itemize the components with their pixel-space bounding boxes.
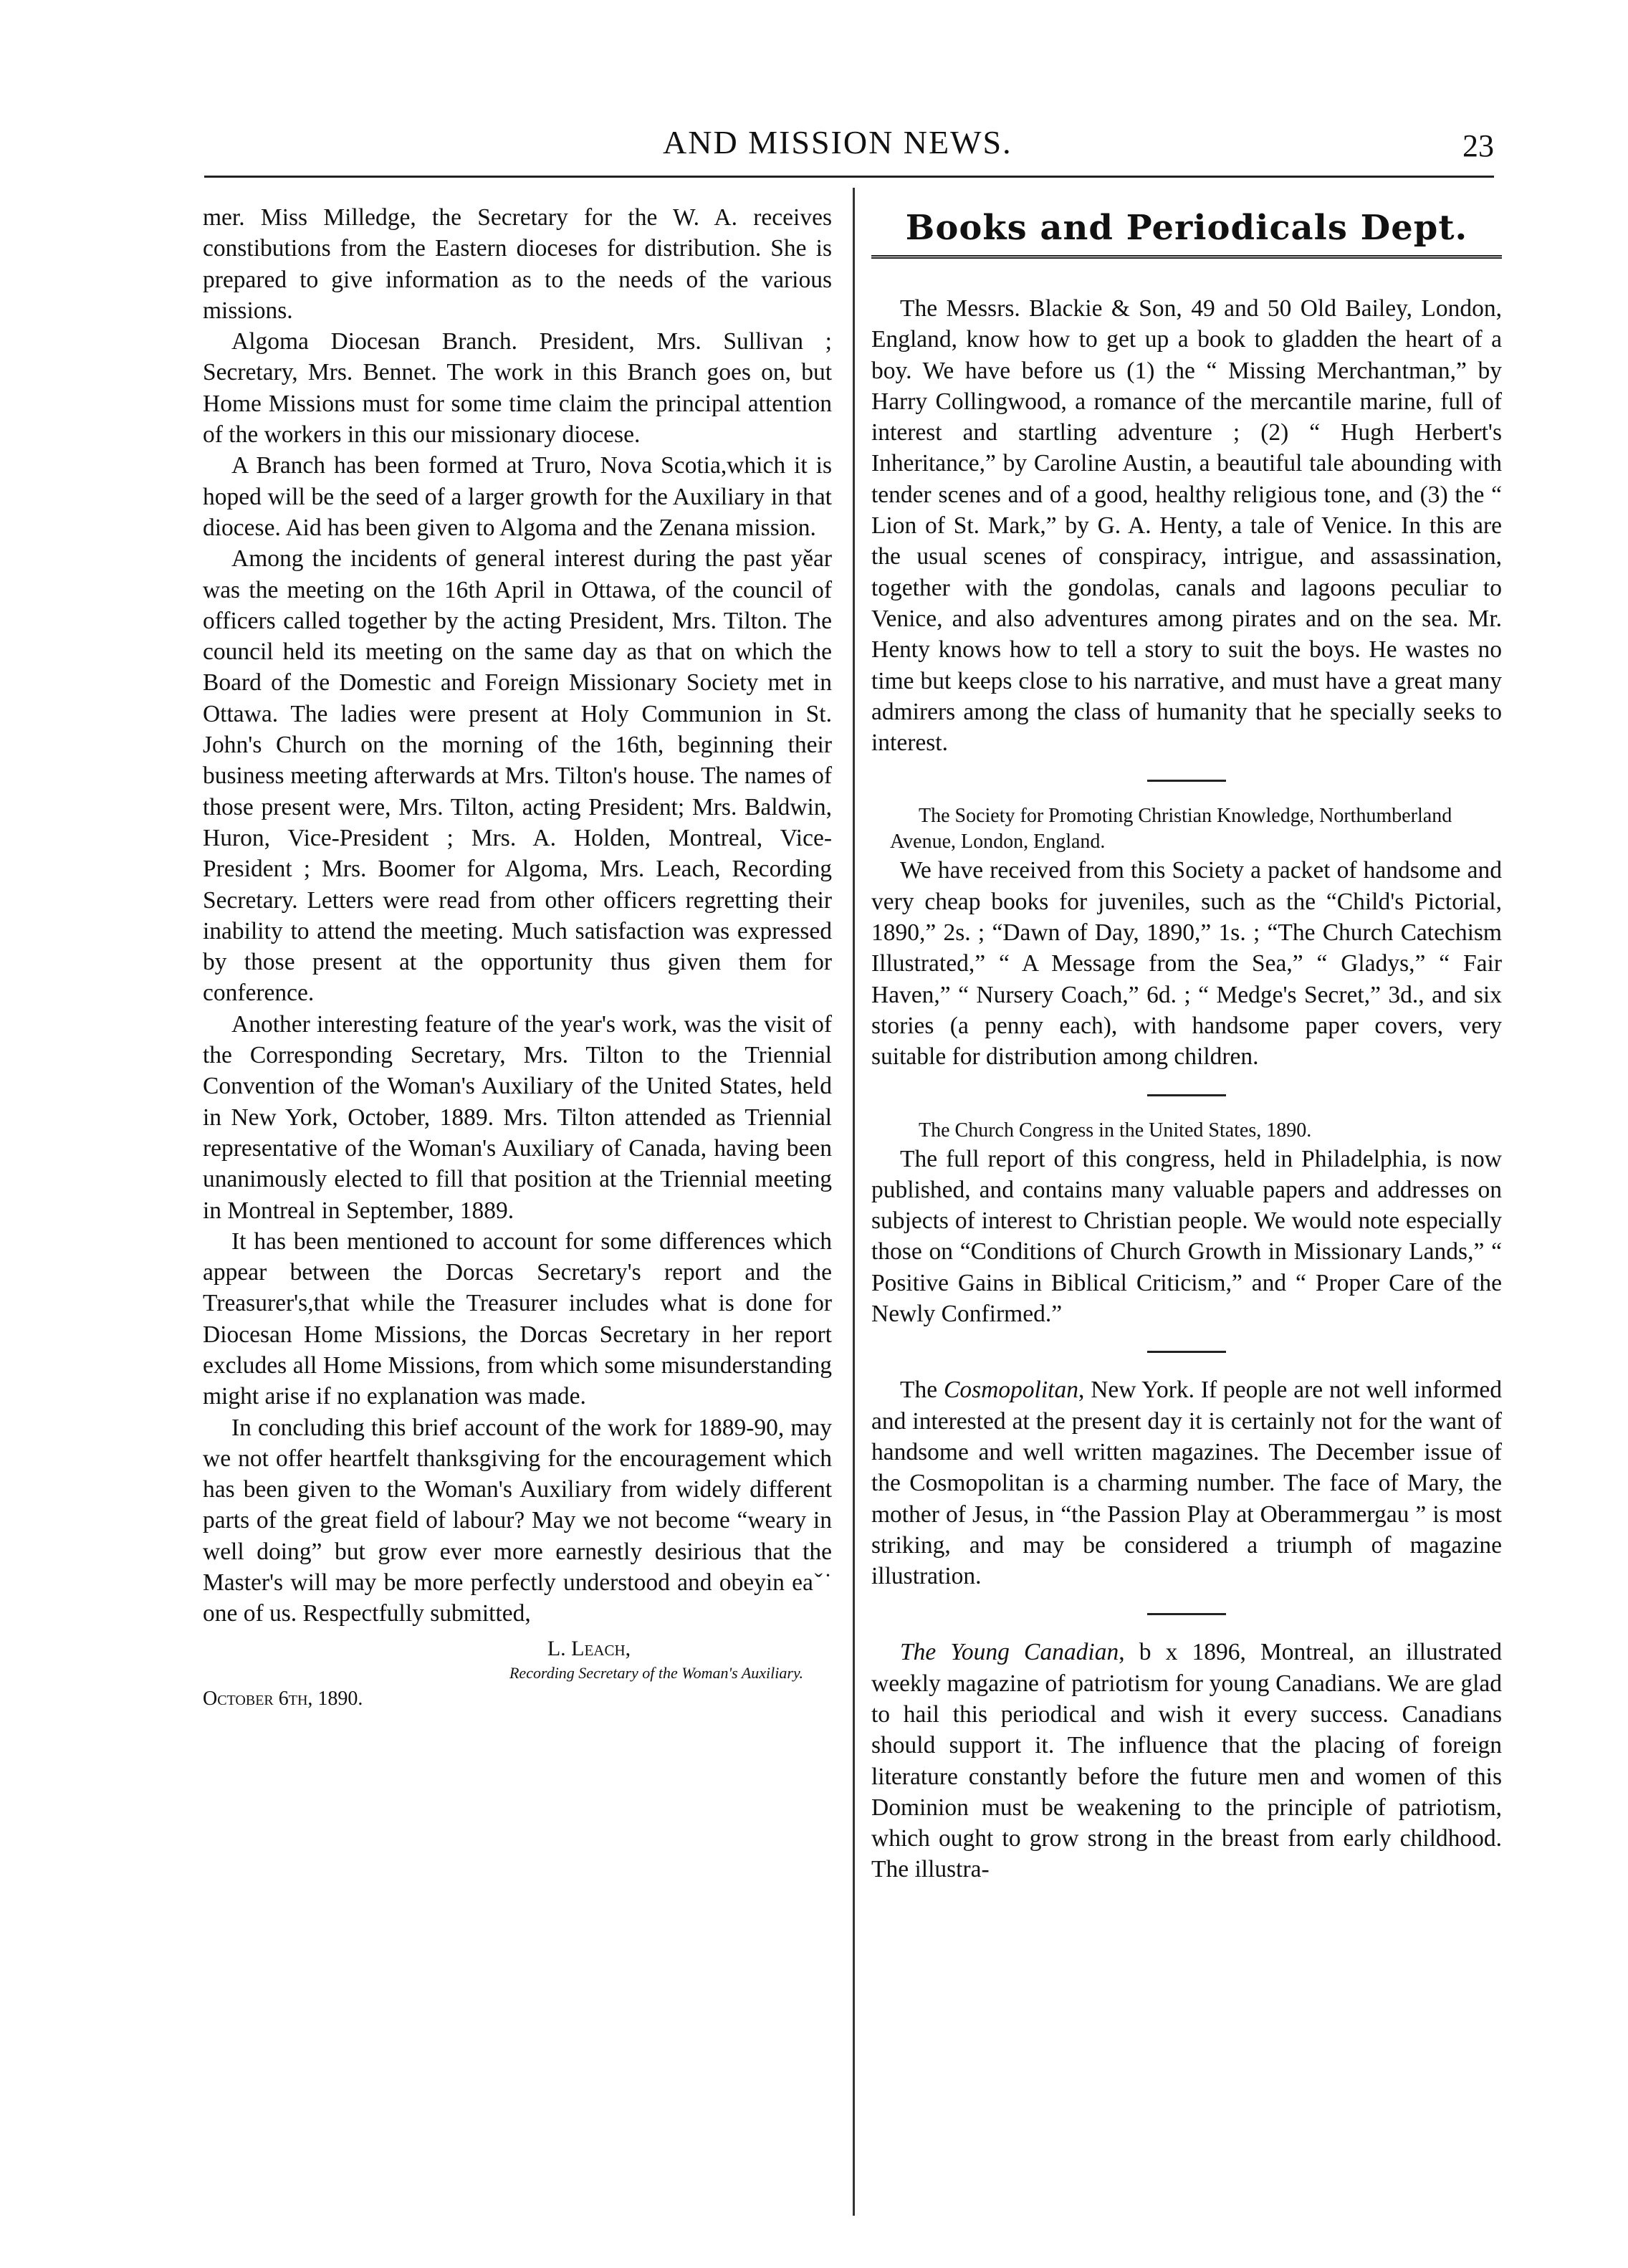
right-column — [871, 202, 1502, 1885]
review-body: We have received from this Society a packet of handsome and very cheap books for juveniles, such as the “Child's Pictorial, 1890,” 2s. ; “Dawn of Day, 1890,” 1s. ; “The Church Catechism Illustrated,” “ A Message from the Sea,” “ Gladys,” “ Fair Haven,” “ Nursery Coach,” 6d. ; “ Medge's Secret,” 3d., and six stories (a penny each), with handsome paper covers, very suitable for distribution among children. — [871, 857, 1502, 1071]
section-rule — [1147, 780, 1226, 782]
paragraph: A Branch has been formed at Truro, Nova Scotia,which it is hoped will be the seed of a larger growth for the Auxiliary in that diocese. Aid has been given to Algoma and the Zenana mission. — [203, 452, 832, 541]
section-rule — [1147, 1351, 1226, 1353]
review-body — [871, 1637, 1502, 1885]
column-divider — [853, 188, 855, 2216]
review-title-italic: Cosmopolitan — [943, 1377, 1078, 1404]
signature-role: Recording Secretary of the Woman's Auxiliary. — [509, 1663, 803, 1682]
review-title-italic: The Young Canadian — [900, 1639, 1119, 1666]
signature-name: L. Leach, — [547, 1636, 631, 1660]
signature-date: October 6th, 1890. — [203, 1687, 363, 1710]
paragraph: It has been mentioned to account for some differences which appear between the Dorcas Secretary's report and the Treasurer's,that while the Treasurer includes what is done for Diocesan Home Missions, the Dorcas Secretary in her report excludes all Home Missions, from which some misunderstanding might arise if no explanation was made. — [203, 1228, 832, 1410]
review-body — [871, 1374, 1502, 1592]
section-rule — [1147, 1613, 1226, 1615]
running-title: AND MISSION NEWS. — [663, 124, 1012, 161]
paragraph: Another interesting feature of the year's work, was the visit of the Corresponding Secretary, Mrs. Tilton to the Triennial Convention of the Woman's Auxiliary of the United States, held in New York, October, 1889. Mrs. Tilton attended as Triennial representative of the Woman's Auxiliary of Canada, having been unanimously elected to fill that position at the Triennial meeting in Montreal in September, 1889. — [203, 1010, 832, 1224]
paragraph: In concluding this brief account of the work for 1889-90, may we not offer heartfelt thanksgiving for the encouragement which has been given to the Woman's Auxiliary from widely different parts of the great field of labour? May we not become “weary in well doing” but grow ever more earnestly desirious that the Master's will may be more perfectly understood and obeyin eaˇ˙ one of us. Respectfully submitted, — [203, 1414, 832, 1627]
section-rule — [1147, 1094, 1226, 1096]
spacer — [871, 259, 1502, 293]
paragraph: mer. Miss Milledge, the Secretary for the W. A. receives constibutions from the Eastern dioceses for distribution. She is prepared to give information as to the needs of the various missions. — [203, 204, 832, 324]
paragraph: Algoma Diocesan Branch. President, Mrs. Sullivan ; Secretary, Mrs. Bennet. The work in this Branch goes on, but Home Missions must for some time claim the principal attention of the workers in this our missionary diocese. — [203, 328, 832, 449]
page-number: 23 — [1462, 128, 1494, 163]
review-lead: The — [900, 1377, 944, 1404]
review-body: The full report of this congress, held in Philadelphia, is now published, and contains many valuable papers and addresses on subjects of interest to Christian people. We would note especially those on “Conditions of Church Growth in Missionary Lands,” “ Positive Gains in Biblical Criticism,” and “ Proper Care of the Newly Confirmed.” — [871, 1145, 1502, 1328]
review-text: , b x 1896, Montreal, an illustrated weekly magazine of patriotism for young Canadians. We are glad to hail this periodical and wish it every success. Canadians should support it. The influence that the placing of foreign literature constantly before the future men and women of this Dominion must be weakening to the principle of patriotism, which ought to grow strong in the breast from early childhood. The illustra- — [871, 1639, 1502, 1883]
header-rule — [204, 176, 1494, 178]
review-heading: The Church Congress in the United States, 1890. — [919, 1119, 1312, 1142]
paragraph: Among the incidents of general interest during the past yěar was the meeting on the 16th April in Ottawa, of the council of officers called together by the acting President, Mrs. Tilton. The council held its meeting on the same day as that on which the Board of the Domestic and Foreign Missionary Society met in Ottawa. The ladies were present at Holy Communion in St. John's Church on the morning of the 16th, beginning their business meeting afterwards at Mrs. Tilton's house. The names of those present were, Mrs. Tilton, acting President; Mrs. Baldwin, Huron, Vice-President ; Mrs. A. Holden, Montreal, Vice-President ; Mrs. Boomer for Algoma, Mrs. Leach, Recording Secretary. Letters were read from other officers regretting their inability to attend the meeting. Much satisfaction was expressed by those present at the opportunity thus given them for conference. — [203, 545, 832, 1007]
review-text: , New York. If people are not well informed and interested at the present day it is certainly not for the want of handsome and well written magazines. The December issue of the Cosmopolitan is a charming number. The face of Mary, the mother of Jesus, in “the Passion Play at Oberammergau ” is most striking, and may be considered a triumph of magazine illustration. — [871, 1377, 1502, 1590]
department-title: Books and Periodicals Dept. — [905, 208, 1468, 248]
page-header — [204, 123, 1494, 173]
review-heading: The Society for Promoting Christian Knowledge, Northumberland Avenue, London, England. — [890, 805, 1452, 853]
left-column — [203, 202, 832, 1711]
review-body: The Messrs. Blackie & Son, 49 and 50 Old Bailey, London, England, know how to get up a book to gladden the heart of a boy. We have before us (1) the “ Missing Merchantman,” by Harry Collingwood, a romance of the mercantile marine, full of interest and startling adventure ; (2) “ Hugh Herbert's Inheritance,” by Caroline Austin, a beautiful tale abounding with tender scenes and of a good, healthy religious tone, and (3) the “ Lion of St. Mark,” by G. A. Henty, a tale of Venice. In this are the usual scenes of conspiracy, intrigue, and assassination, together with the gondolas, canals and lagoons peculiar to Venice, and also adventures among pirates and on the sea. Mr. Henty knows how to tell a story to suit the boys. He wastes no time but keeps close to his narrative, and must have a great many admirers among the class of humanity that he specially seeks to interest. — [871, 295, 1502, 757]
